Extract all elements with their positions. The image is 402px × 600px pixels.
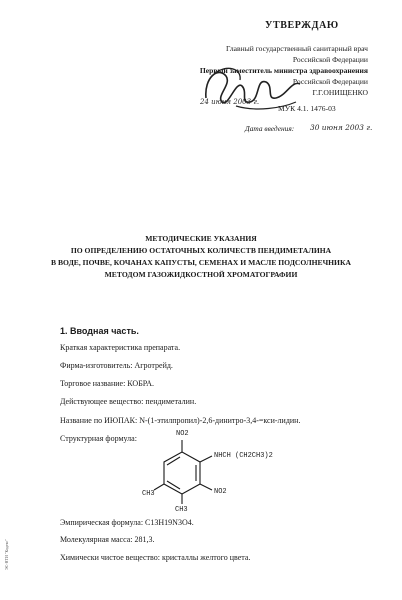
heading-line-3: В ВОДЕ, ПОЧВЕ, КОЧАНАХ КАПУСТЫ, СЕМЕНАХ И МАСЛЕ ПОДСОЛНЕЧНИКА xyxy=(51,258,351,267)
approval-line-2: Российской Федерации xyxy=(292,55,368,64)
body-line-3: Торговое название: КОБРА. xyxy=(60,379,154,388)
approval-line-5: Г.Г.ОНИЩЕНКО xyxy=(312,88,368,97)
heading-line-2: ПО ОПРЕДЕЛЕНИЮ ОСТАТОЧНЫХ КОЛИЧЕСТВ ПЕНДИМЕТАЛИНА xyxy=(70,246,332,255)
ch3-left-label: CH3 xyxy=(142,490,155,498)
benzene-ring-drawing xyxy=(140,428,300,518)
document-number: МУК 4.1. 1476-03 xyxy=(278,104,336,113)
empirical-formula-line xyxy=(60,518,194,527)
no2-bottom-label: NO2 xyxy=(214,488,227,496)
no2-top-label: NO2 xyxy=(176,430,189,438)
empirical-formula-value: C13H19N3O4. xyxy=(145,518,194,527)
intro-date-label: Дата введения: xyxy=(245,124,295,133)
intro-date-value: 30 июня 2003 г. xyxy=(310,123,373,132)
approval-line-1: Главный государственный санитарный врач xyxy=(226,44,368,53)
approval-line-4: Российской Федерации xyxy=(292,77,368,86)
empirical-formula-label: Эмпирическая формула: xyxy=(60,518,146,527)
body-line-6: Структурная формула: xyxy=(60,434,137,443)
molar-mass-line: Молекулярная масса: 281,3. xyxy=(60,535,155,544)
side-watermark-text: ЭС-НТИ "Кодекс" xyxy=(4,539,9,570)
handwritten-date: 24 июня 2003 г. xyxy=(200,98,260,106)
heading-line-4: МЕТОДОМ ГАЗОЖИДКОСТНОЙ ХРОМАТОГРАФИИ xyxy=(104,270,298,279)
approval-line-3: Первый заместитель министра здравоохранения xyxy=(199,66,368,75)
approval-title: УТВЕРЖДАЮ xyxy=(265,20,339,31)
body-line-1: Краткая характеристика препарата. xyxy=(60,343,181,352)
nh-chain-label: NHCH (CH2CH3)2 xyxy=(214,452,273,460)
section-title: 1. Вводная часть. xyxy=(60,326,139,336)
heading-line-1: МЕТОДИЧЕСКИЕ УКАЗАНИЯ xyxy=(145,234,257,243)
body-line-4: Действующее вещество: пендиметалин. xyxy=(60,397,197,406)
ch3-bottom-label: CH3 xyxy=(175,506,188,514)
pure-substance-line: Химически чистое вещество: кристаллы желтого цвета. xyxy=(60,553,251,562)
structural-formula xyxy=(140,428,300,523)
body-line-2: Фирма-изготовитель: Агротрейд. xyxy=(60,361,173,370)
body-line-5: Название по ИЮПАК: N-(1-этилпропил)-2,6-динитро-3,4-=кси-лидин. xyxy=(60,416,301,425)
